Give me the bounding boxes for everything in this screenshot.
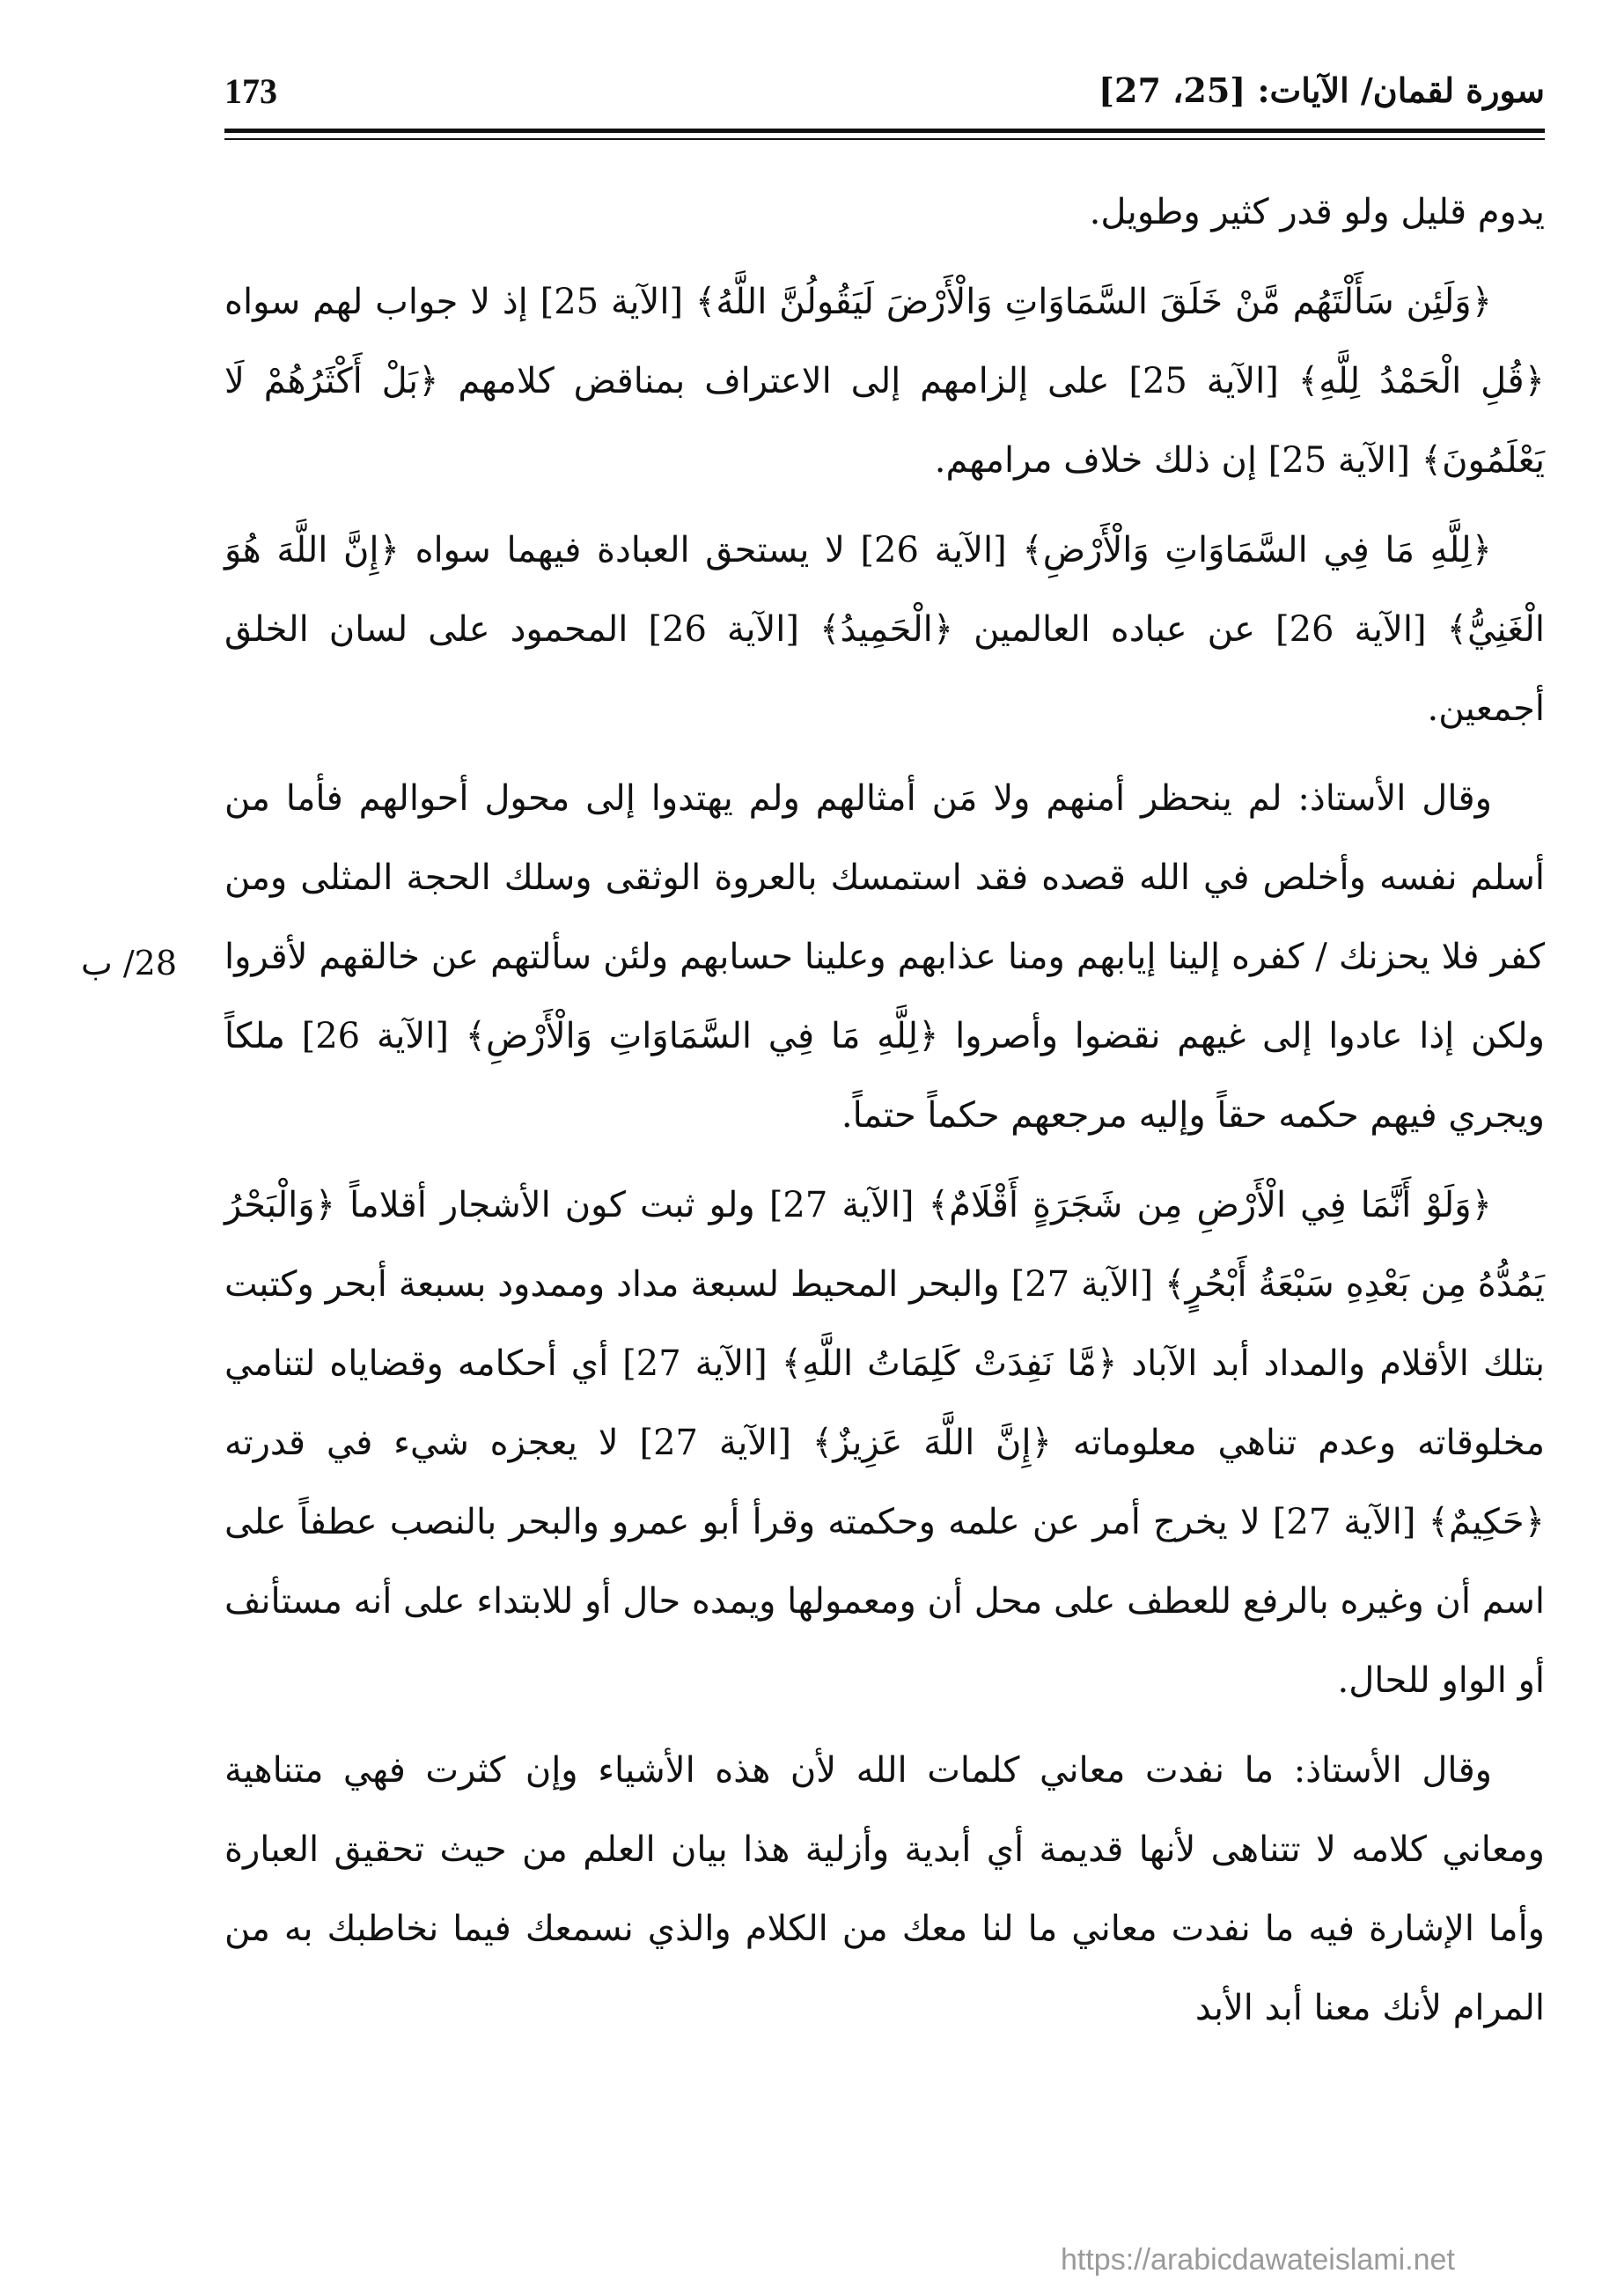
watermark: https://arabicdawateislami.net <box>1061 2243 1455 2277</box>
paragraph-text: وقال الأستاذ: لم ينحظر أمنهم ولا مَن أمثالهم ولم يهتدوا إلى محول أحوالهم فأما من أسلم نفسه وأخلص في الله قصده فقد استمسك بالعروة الوثقى وسلك الحجة المثلى ومن كفر فلا يحزنك / كفره إلينا إيابهم ومنا عذابهم وعلينا حسابهم ولئن سألتهم عن خالقهم لأقروا ولكن إذا عادوا إلى غيهم نقضوا وأصروا ﴿لِلَّهِ مَا فِي السَّمَاوَاتِ وَالْأَرْضِ﴾ [الآية 26] ملكاً ويجري فيهم حكمه حقاً وإليه مرجعهم حكماً حتماً. <box>224 778 1545 1136</box>
paragraph-text: وقال الأستاذ: ما نفدت معاني كلمات الله لأن هذه الأشياء وإن كثرت فهي متناهية ومعاني كلامه لا تتناهى لأنها قديمة أي أبدية وأزلية هذا بيان العلم من حيث تحقيق العبارة وأما الإشارة فيه ما نفدت معاني ما لنا معك من الكلام والذي نسمعك فيما نخاطبك به من المرام لأنك معنا أبد الأبد <box>224 1750 1545 2028</box>
paragraph-text: يدوم قليل ولو قدر كثير وطويل. <box>1089 192 1545 232</box>
paragraph <box>224 262 1545 500</box>
header-rule-thin <box>224 138 1545 140</box>
header-rule-thick <box>224 129 1545 133</box>
running-title: سورة لقمان/ الآيات: [25، 27] <box>1099 70 1545 110</box>
page-number: 173 <box>224 71 277 111</box>
paragraph-text: ﴿وَلَئِن سَأَلْتَهُم مَّنْ خَلَقَ السَّمَاوَاتِ وَالْأَرْضَ لَيَقُولُنَّ اللَّهُ﴾ [الآية 25] إذ لا جواب لهم سواه ﴿قُلِ الْحَمْدُ لِلَّهِ﴾ [الآية 25] على إلزامهم إلى الاعتراف بمناقض كلامهم ﴿بَلْ أَكْثَرُهُمْ لَا يَعْلَمُونَ﴾ [الآية 25] إن ذلك خلاف مرامهم. <box>224 282 1545 481</box>
paragraph <box>224 759 1545 1155</box>
paragraph-text: ﴿وَلَوْ أَنَّمَا فِي الْأَرْضِ مِن شَجَرَةٍ أَقْلَامٌ﴾ [الآية 27] ولو ثبت كون الأشجار أقلاماً ﴿وَالْبَحْرُ يَمُدُّهُ مِن بَعْدِهِ سَبْعَةُ أَبْحُرٍ﴾ [الآية 27] والبحر المحيط لسبعة مداد وممدود بسبعة أبحر وكتبت بتلك الأقلام والمداد أبد الآباد ﴿مَّا نَفِدَتْ كَلِمَاتُ اللَّهِ﴾ [الآية 27] أي أحكامه وقضاياه لتنامي مخلوقاته وعدم تناهي معلوماته ﴿إِنَّ اللَّهَ عَزِيزٌ﴾ [الآية 27] لا يعجزه شيء في قدرته ﴿حَكِيمٌ﴾ [الآية 27] لا يخرج أمر عن علمه وحكمته وقرأ أبو عمرو والبحر بالنصب عطفاً على اسم أن وغيره بالرفع للعطف على محل أن ومعمولها ويمده حال أو للابتداء على أنه مستأنف أو الواو للحال. <box>224 1185 1546 1701</box>
paragraph <box>224 173 1545 252</box>
body-text <box>224 173 1545 2048</box>
paragraph <box>224 1731 1545 2048</box>
paragraph <box>224 511 1545 748</box>
margin-note: 28/ ب <box>81 944 178 982</box>
paragraph-text: ﴿لِلَّهِ مَا فِي السَّمَاوَاتِ وَالْأَرْضِ﴾ [الآية 26] لا يستحق العبادة فيهما سواه ﴿إِنَّ اللَّهَ هُوَ الْغَنِيُّ﴾ [الآية 26] عن عباده العالمين ﴿الْحَمِيدُ﴾ [الآية 26] المحمود على لسان الخلق أجمعين. <box>224 530 1546 729</box>
page-header <box>224 70 1545 132</box>
paragraph <box>224 1166 1545 1720</box>
